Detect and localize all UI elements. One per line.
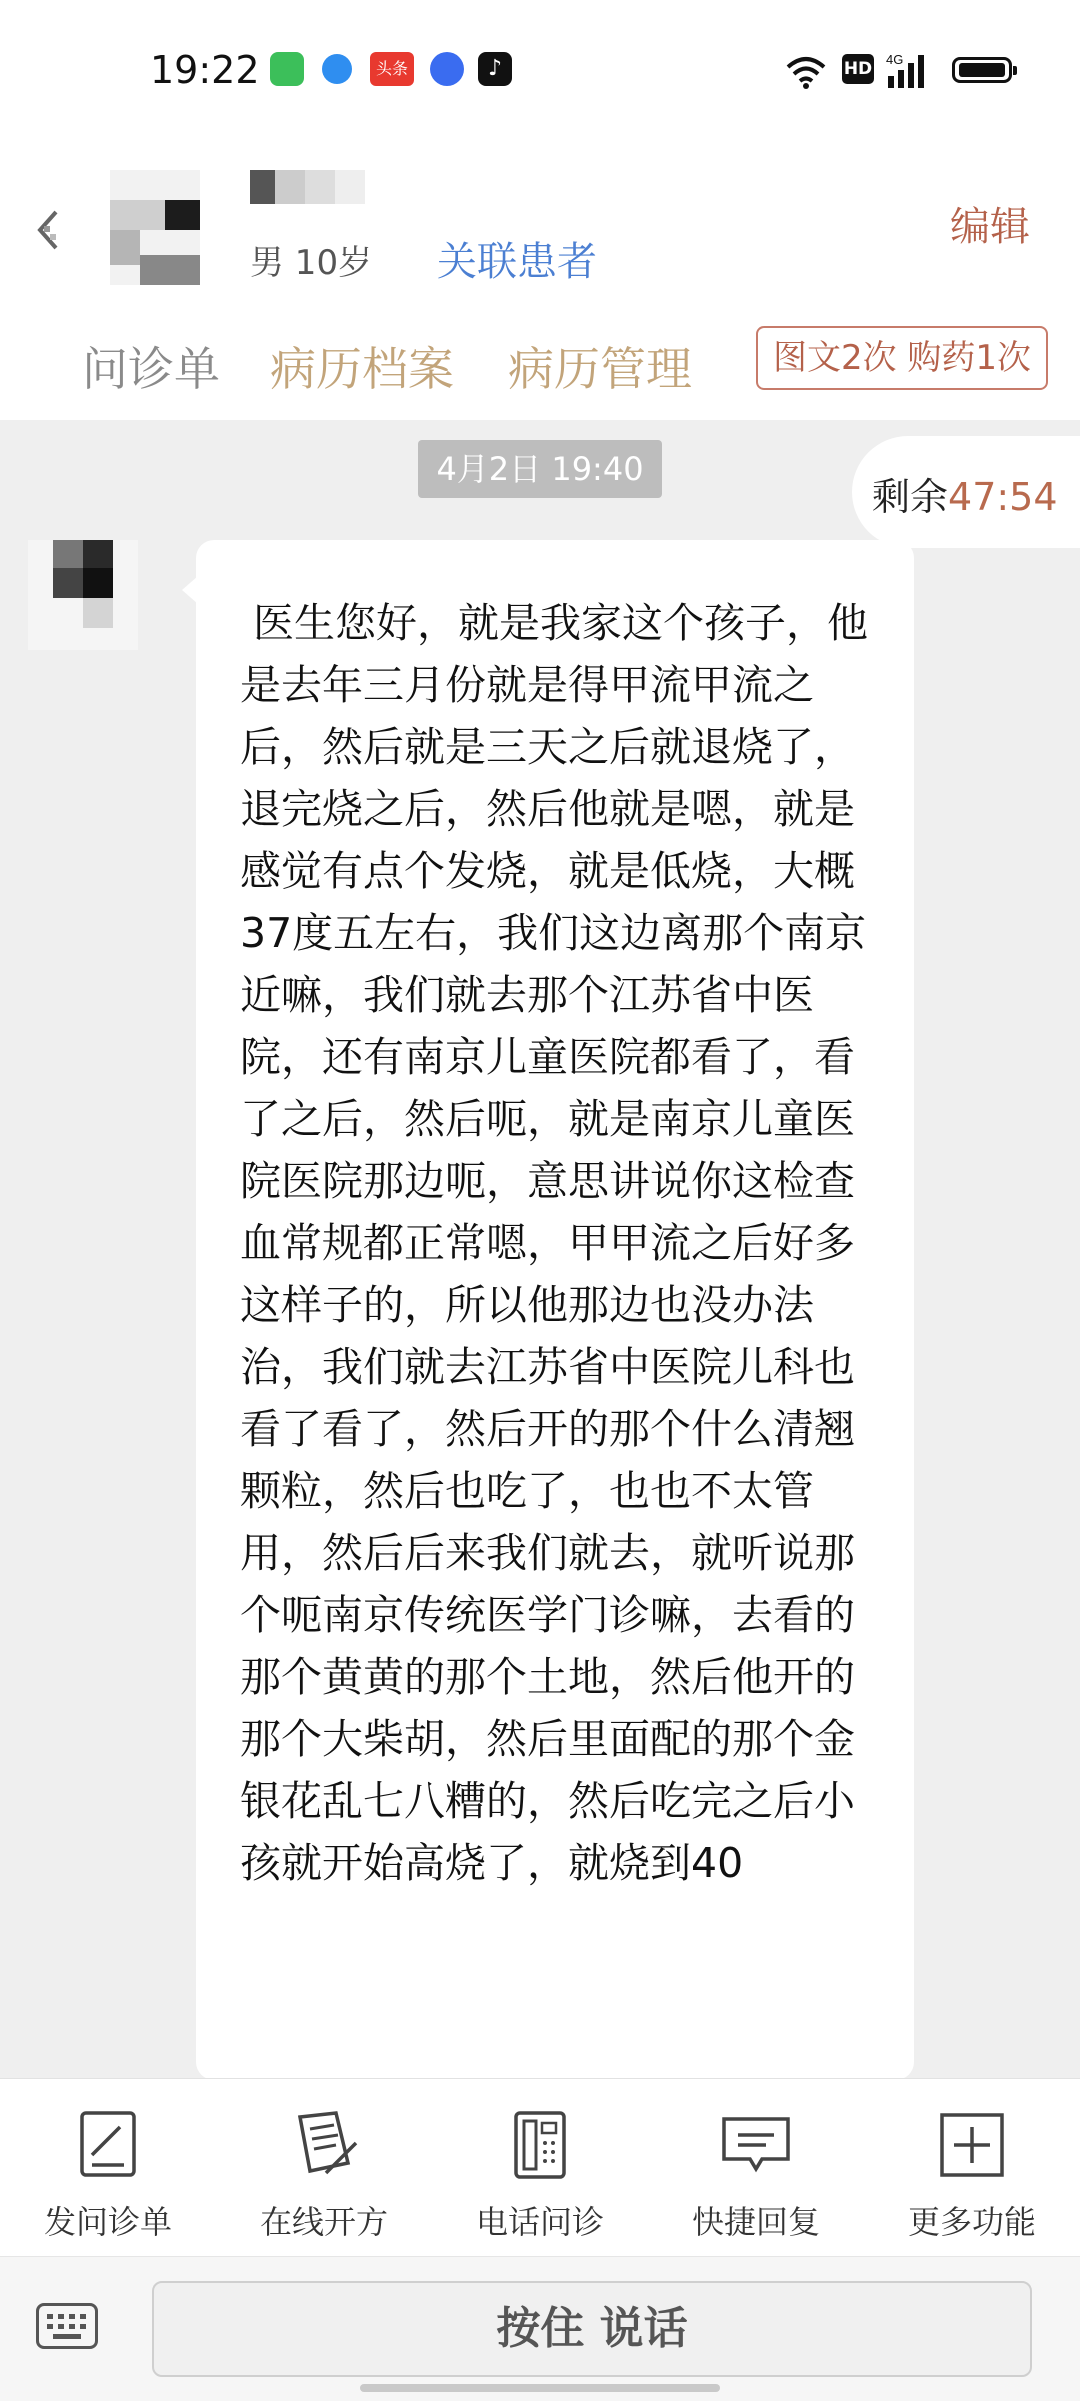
tiktok-notification-icon: ♪	[478, 52, 512, 86]
app-notification-icon	[322, 54, 352, 84]
phone-consult-label: 电话问诊	[475, 2203, 604, 2241]
online-prescription-button[interactable]	[216, 2079, 432, 2257]
hd-badge: HD	[842, 54, 874, 84]
tab-medical-records[interactable]: 病历档案	[270, 342, 454, 396]
status-bar	[0, 0, 1080, 140]
toutiao-notification-icon: 头条	[370, 52, 414, 86]
status-time: 19:22	[150, 48, 260, 92]
action-toolbar	[0, 2078, 1080, 2257]
wifi-icon	[786, 52, 826, 92]
tab-records-management[interactable]: 病历管理	[508, 342, 692, 396]
tab-consultation-form[interactable]: 问诊单	[82, 342, 220, 396]
wechat-notification-icon	[270, 52, 304, 86]
patient-message-text: 医生您好，就是我家这个孩子，他是去年三月份就是得甲流甲流之后，然后就是三天之后就退烧了，退完烧之后，然后他就是嗯，就是感觉有点个发烧，就是低烧，大概37度五左右，我们这边离那个南京近嘛，我们就去那个江苏省中医院，还有南京儿童医院都看了，看了之后，然后呃，就是南京儿童医院医院那边呃，意思讲说你这检查血常规都正常嗯，甲甲流之后好多这样子的，所以他那边也没办法治，我们就去江苏省中医院儿科也看了看了，然后开的那个什么清翘颗粒，然后也吃了，也也不太管用，然后后来我们就去，就听说那个呃南京传统医学门诊嘛，去看的那个黄黄的那个土地，然后他开的那个大柴胡，然后里面配的那个金银花乱七八糟的，然后吃完之后小孩就开始高烧了，就烧到40	[240, 599, 869, 1887]
patient-name-redacted	[250, 170, 370, 204]
quick-reply-label: 快捷回复	[691, 2203, 820, 2241]
form-edit-icon	[70, 2107, 146, 2183]
plus-box-icon	[934, 2107, 1010, 2183]
signal-icon	[886, 50, 936, 90]
quick-reply-button[interactable]	[648, 2079, 864, 2257]
baidu-notification-icon	[430, 52, 464, 86]
online-prescription-label: 在线开方	[259, 2203, 388, 2241]
quick-reply-icon	[718, 2107, 794, 2183]
patient-avatar[interactable]	[110, 170, 200, 285]
remaining-time-pill	[852, 436, 1080, 548]
phone-consult-button[interactable]	[432, 2079, 648, 2257]
remaining-time-value: 47:54	[948, 475, 1058, 519]
network-type-label: 4G	[886, 52, 904, 67]
service-quota-badge[interactable]: 图文2次 购药1次	[756, 326, 1048, 390]
send-form-button[interactable]	[0, 2079, 216, 2257]
message-date-chip: 4月2日 19:40	[418, 440, 662, 498]
sender-avatar[interactable]	[28, 540, 138, 650]
input-bar	[0, 2256, 1080, 2401]
prescription-icon	[286, 2107, 362, 2183]
send-form-label: 发问诊单	[43, 2203, 172, 2241]
patient-gender-age: 男 10岁	[250, 243, 373, 283]
phone-icon	[502, 2107, 578, 2183]
keyboard-icon[interactable]	[36, 2303, 98, 2349]
remaining-time-label: 剩余	[872, 475, 949, 519]
consultation-header	[0, 140, 1080, 420]
battery-icon	[952, 57, 1012, 83]
more-functions-label: 更多功能	[907, 2203, 1036, 2241]
home-indicator[interactable]	[360, 2384, 720, 2392]
more-functions-button[interactable]	[864, 2079, 1080, 2257]
back-icon[interactable]	[30, 200, 70, 260]
hold-to-talk-button[interactable]: 按住 说话	[152, 2281, 1032, 2377]
edit-button[interactable]: 编辑	[950, 204, 1030, 250]
patient-message-bubble[interactable]	[196, 540, 914, 2080]
link-patient-button[interactable]: 关联患者	[437, 239, 597, 285]
